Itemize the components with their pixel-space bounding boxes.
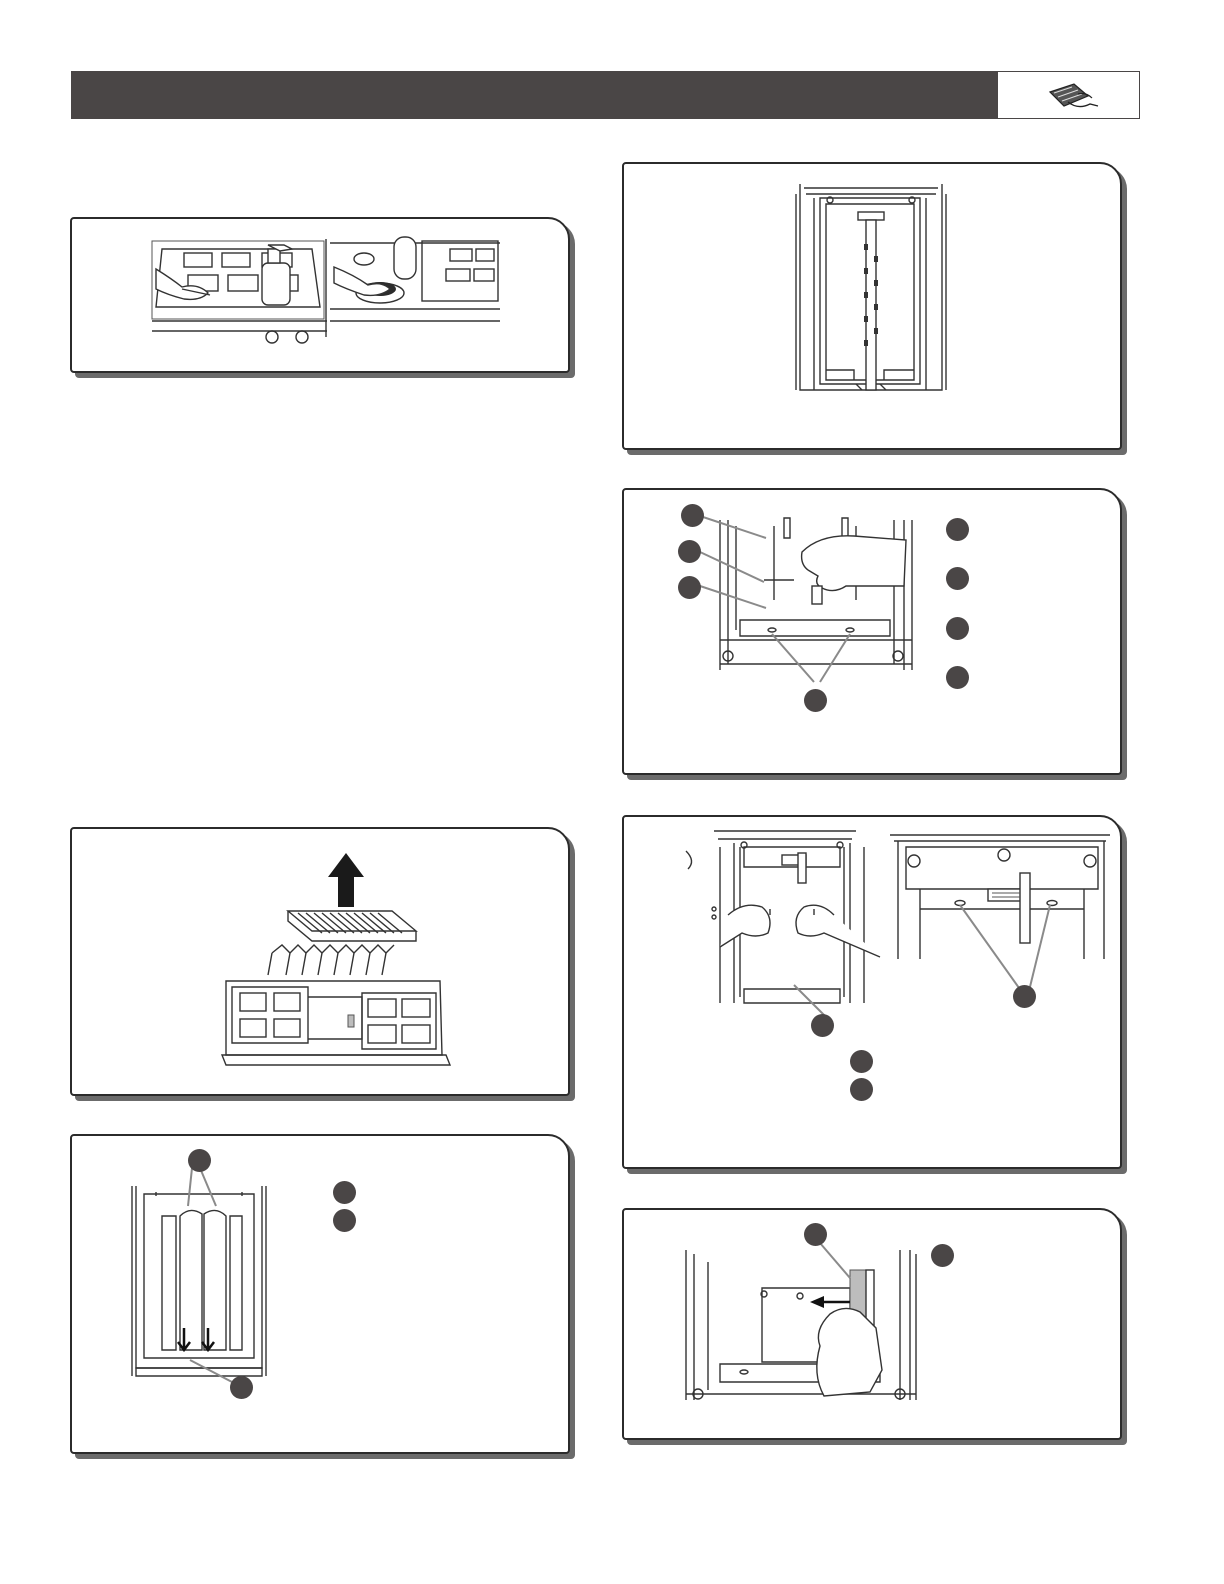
figure-grill-flame-tamers <box>70 1134 570 1454</box>
header-icon-box <box>997 71 1140 119</box>
grill-igniter-slide-illustration <box>624 1210 1120 1438</box>
section-header-bar <box>71 71 997 119</box>
callout-burner-slots <box>804 689 827 712</box>
arrow-up-icon <box>328 853 364 907</box>
grill-burner-tube-illustration <box>624 164 1120 448</box>
figure-grill-burner-removal <box>622 488 1122 775</box>
callout-igniter-bracket <box>804 1223 827 1246</box>
figure-grill-drip-tray-housing <box>622 815 1122 1169</box>
callout-drip-tray <box>811 1014 834 1037</box>
grill-drip-tray-housing-illustration <box>624 817 1120 1167</box>
callout-legend-1 <box>333 1181 356 1204</box>
callout-tamer-tabs <box>230 1376 253 1399</box>
figure-cooktop-cleaning <box>70 217 570 373</box>
cleaning-hands-icon <box>998 72 1139 118</box>
figure-grill-burner-tube <box>622 162 1122 450</box>
figure-grill-grate-lift <box>70 827 570 1096</box>
callout-burner-part-2 <box>678 540 701 563</box>
callout-legend-1 <box>850 1050 873 1073</box>
callout-housing-slots <box>1013 985 1036 1008</box>
grill-burner-removal-illustration <box>624 490 1120 773</box>
grill-grate-lift-illustration <box>72 829 568 1094</box>
spray-bottle-icon <box>262 245 292 305</box>
callout-flame-tamer <box>188 1149 211 1172</box>
callout-legend-2 <box>333 1209 356 1232</box>
callout-legend-3 <box>946 617 969 640</box>
callout-burner-part-3 <box>678 576 701 599</box>
grill-flame-tamers-illustration <box>72 1136 568 1452</box>
cooktop-cleaning-illustration <box>72 219 568 371</box>
callout-legend-2 <box>946 567 969 590</box>
callout-legend-2 <box>850 1078 873 1101</box>
callout-legend-1 <box>946 518 969 541</box>
callout-burner-part-1 <box>681 504 704 527</box>
figure-grill-igniter-slide <box>622 1208 1122 1440</box>
callout-legend-4 <box>946 666 969 689</box>
callout-legend-1 <box>931 1244 954 1267</box>
